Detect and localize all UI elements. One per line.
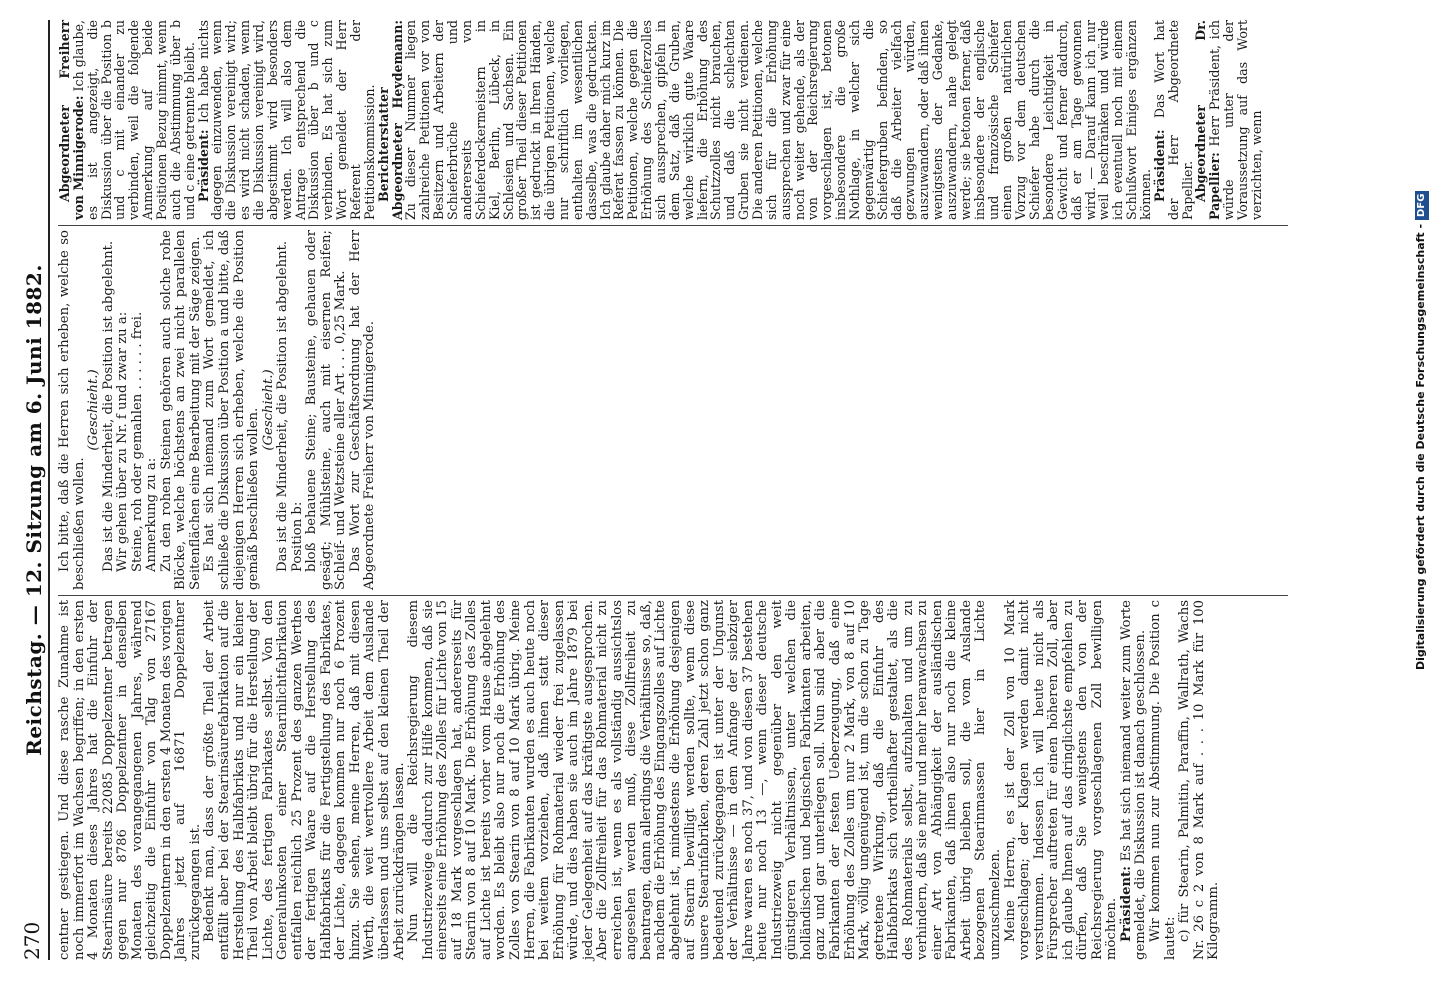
page-header	[18, 20, 50, 960]
stage-note: (Geschieht.)	[260, 369, 276, 451]
speech-text: Das Wort hat der Herr Abgeordnete Papellier.	[1151, 20, 1195, 220]
paragraph: Zu den rohen Steinen gehören auch solche rohe Blöcke, welche höchstens an zwei nicht parallelen Seitenflächen eine Bearbeitung mit der Säge zeigen.	[158, 230, 203, 590]
paragraph: Das Wort zur Geschäftsordnung hat der Herr Abgeordnete Freiherr von Minnigerode.	[347, 230, 378, 590]
speech-text: Ich habe nichts dagegen einzuwenden, wenn die Diskussion vereinigt wird; es wird nicht schaden, wenn die Diskussion vereinigt wird, abgestimmt wird besonders werden. Ich will also dem Antrage entsprechend die Diskussion über b und c verbinden. Es hat sich zum Wort gemeldet der Herr Referent der Petitionskommission.	[195, 20, 377, 220]
speech	[1120, 600, 1149, 960]
speech	[377, 20, 1153, 220]
column-divider	[58, 225, 1288, 226]
text-column-1	[58, 600, 1222, 960]
paragraph: Wir gehen über zu Nr. f und zwar zu a:	[115, 311, 131, 572]
speech-text: Zu dieser Nummer liegen zahlreiche Petitionen vor von Besitzern und Arbeitern der Schieferbrüche und andererseits von Schieferdeckermeistern in Kiel, Berlin, Lübeck, in Schlesien und Sachsen. Ein großer Theil dieser Petitionen ist gedruckt in Ihren Händen, die übrigen Petitionen, welche nur schriftlich vorliegen, enthalten im wesentlichen dasselbe, was die gedruckten. Ich glaube daher mich kurz im Referat fassen zu können. Die Petitionen, welche gegen die Erhöhung des Schieferzolles sich aussprechen, gipfeln in dem Satz, daß die Gruben, welche wirklich gute Waare liefern, die Erhöhung des Schutzzolles nicht brauchen, und daß die schlechten Gruben sie nicht verdienen. Die anderen Petitionen, welche sich für die Erhöhung aussprechen und zwar für eine noch weiter gehende, als der von der Reichsregierung vorgeschlagen ist, betonen insbesondere die große Nothlage, in welcher sich gegenwärtig die Schiefergruben befinden, so daß die Arbeiter vielfach gezwungen würden, auszuwandern, oder daß ihnen wenigstens der Gedanke, auszuwandern, nahe gelegt werde; sie betonen ferner, daß insbesondere der englische und französische Schiefer einen großen natürlichen Vorzug vor dem deutschen Schiefer habe durch die besondere Leichtigkeit in Gewicht und ferner dadurch, daß er am Tage gewonnen wird. — Darauf kann ich nur weil beschränken und würde ich eventuell noch mit einem Schlußwort Einiges ergänzen können.	[403, 20, 1154, 220]
speaker-name: Präsident:	[1118, 865, 1134, 942]
paragraph: Das ist die Minderheit, die Position ist abgelehnt.	[275, 240, 291, 572]
column-divider	[58, 595, 1288, 596]
stage-note: (Geschieht.)	[86, 369, 102, 451]
paragraph: Position b:	[289, 501, 305, 572]
dfg-logo: DFG	[1415, 191, 1429, 220]
text-column-2	[58, 230, 378, 590]
page-title: Reichstag. — 12. Sitzung am 6. Juni 1882.	[22, 264, 46, 756]
credit-text: Digitalisierung gefördert durch die Deutsche Forschungsgemeinschaft -	[1414, 223, 1427, 670]
paragraph: centner gestiegen. Und diese rasche Zunahme ist noch immerfort im Wachsen begriffen; in den ersten 4 Monaten dieses Jahres hat die Einfuhr der Stearinsäure bereits 22085 Doppelzentner betragen gegen nur 8786 Doppelzentner in denselben Monaten des vorangegangenen Jahres, während gleichzeitig die Einfuhr von Talg von 27167 Doppelzentnern in den ersten 4 Monaten des vorigen Jahres jetzt auf 16871 Doppelzentner zurückgegangen ist.	[57, 600, 203, 960]
text-column-3	[58, 20, 1264, 220]
speaker-name: Abgeordneter Freiherr von Minnigerode:	[57, 20, 86, 220]
tariff-item: Steine, roh oder gemahlen . . . . . . frei.	[129, 311, 145, 572]
tariff-item: c) für Stearin, Palmitin, Paraffin, Wallrath, Wachs Nr. 26 c 2 von 8 Mark auf . . . 10 Mark für 100 Kilogramm.	[1177, 600, 1222, 960]
speech-text: Es hat sich niemand weiter zum Worte gemeldet, die Diskussion ist danach geschlossen.	[1118, 600, 1149, 960]
paragraph: Meine Herren, es ist der Zoll von 10 Mark vorgeschlagen; der Klagen werden damit nicht verstummen. Indessen ich will heute nicht als Fürsprecher auftreten für einen höheren Zoll, aber ich glaube Ihnen auf das dringlichste empfehlen zu dürfen, daß Sie wenigstens den von der Reichsregierung vorgeschlagenen Zoll bewilligen möchten.	[1002, 600, 1120, 960]
speech	[1153, 20, 1195, 220]
paragraph: Das ist die Minderheit, die Position ist abgelehnt.	[100, 240, 116, 572]
speech	[1194, 20, 1263, 220]
speaker-name: Präsident:	[1151, 129, 1167, 202]
note-heading: Anmerkung zu a:	[144, 457, 160, 572]
speaker-name: Präsident:	[195, 129, 211, 202]
speaker-name: Abgeordneter Dr. Papellier:	[1193, 20, 1223, 220]
page-number: 270	[20, 921, 44, 960]
speech	[197, 20, 377, 220]
paragraph: Wir kommen nun zur Abstimmung. Die Position c lautet:	[1148, 600, 1178, 960]
paragraph: Es hat sich niemand zum Wort gemeldet, ich schließe die Diskussion über Position a und bitte, daß diejenigen Herren sich erheben, welche die Position gemäß beschließen wollen.	[202, 230, 262, 590]
speech-text: Herr Präsident, ich würde unter der Voraussetzung auf das Wort verzichten, wenn	[1207, 20, 1264, 220]
paragraph: Nun will die Reichsregierung diesem Industriezweige dadurch zur Hilfe kommen, daß sie einerseits eine Erhöhung des Zolles für Lichte von 15 auf 18 Mark vorgeschlagen hat, andererseits für Stearin von 8 auf 10 Mark. Die Erhöhung des Zolles auf Lichte ist bereits vorher vom Hause abgelehnt worden. Es bleibt also nur noch die Erhöhung des Zolles von Stearin von 8 auf 10 Mark übrig. Meine Herren, die Fabrikanten wurden es auch heute noch bei weitem vorziehen, daß ihnen statt dieser Erhöhung für Rohmaterial wieder frei zugelassen würde, und dies haben sie auch im Jahre 1879 bei jeder Gelegenheit auf das kräftigste ausgesprochen. Aber die Zollfreiheit für das Rohmaterial nicht zu erreichen ist, wenn es als vollständig aussichtslos angesehen werden muß, diese Zollfreiheit zu beantragen, dann allerdings die Verhältnisse so, daß, nachdem die Erhöhung des Eingangszolles auf Lichte abgelehnt ist, mindestens die Erhöhung desjenigen auf Stearin bewilligt werden sollte, wenn diese unsere Stearinfabriken, deren Zahl jetzt schon ganz bedeutend zurückgegangen ist unter der Ungunst der Verhältnisse — in dem Anfange der siebziger Jahre waren es noch 37, und von diesen 37 bestehen heute nur noch 13 —, wenn dieser deutsche Industriezweig nicht gegenüber den weit günstigeren Verhältnissen, unter welchen die holländischen und belgischen Fabrikanten arbeiten, ganz und gar unterliegen soll. Nun sind aber die Fabrikanten der festen Ueberzeugung, daß eine Erhöhung des Zolles um nur 2 Mark, von 8 auf 10 Mark, völlig ungenügend ist, um die schon zu Tage getretene Wirkung, daß die Einfuhr des Halbfabrikats sich vortheilhafter gestaltet, als die des Rohmaterials selbst, aufzuhalten und um zu verhindern, daß sie mehr und mehr heranwachsen zu einer Art von Abhängigkeit der ausländischen Fabrikanten, daß ihnen also nur noch die kleine Arbeit übrig bleiben soll, die vom Auslande bezogenen Stearinmassen hier in Lichte umzuschmelzen.	[406, 600, 1003, 960]
tariff-item: bloß behauene Steine; Bausteine, gehauen oder gesägt; Mühlsteine, auch mit eisernen Reifen; Schleif- und Wetzsteine aller Art . . . 0,25 Mark.	[304, 230, 349, 590]
paragraph: Ich bitte, daß die Herren sich erheben, welche so beschließen wollen.	[57, 230, 87, 590]
speech	[58, 20, 197, 220]
paragraph: Bedenkt man, dass der größte Theil der Arbeit entfällt aber bei der Stearinsäurefabrikation auf die Herstellung des Halbfabrikats und nur ein kleiner Theil von Arbeit bleibt übrig für die Herstellung der Lichte, des fertigen Fabrikates selbst. Von den Generalunkosten einer Stearinlichtfabrikation entfallen reichlich 25 Prozent des ganzen Werthes der fertigen Waare auf die Herstellung des Halbfabrikats für die Fertigstellung des Fabrikates, der Lichte, dagegen kommen nur noch 6 Prozent hinzu. Sie sehen, meine Herren, daß mit diesen Werth, die weit wertvollere Arbeit dem Auslande überlassen und uns selbst auf den kleinen Theil der Arbeit zurückdrängen lassen.	[202, 600, 407, 960]
speech-text: Ich glaube, es ist angezeigt, die Diskussion über die Position b und c mit einander zu verbinden, weil die folgende Anmerkung auf beide Positionen Bezug nimmt, wenn auch die Abstimmung über b und c eine getrennte bleibt.	[70, 19, 197, 220]
speaker-name: Berichterstatter Abgeordneter Heydemann:	[375, 20, 405, 220]
digitization-credit	[1410, 10, 1432, 670]
